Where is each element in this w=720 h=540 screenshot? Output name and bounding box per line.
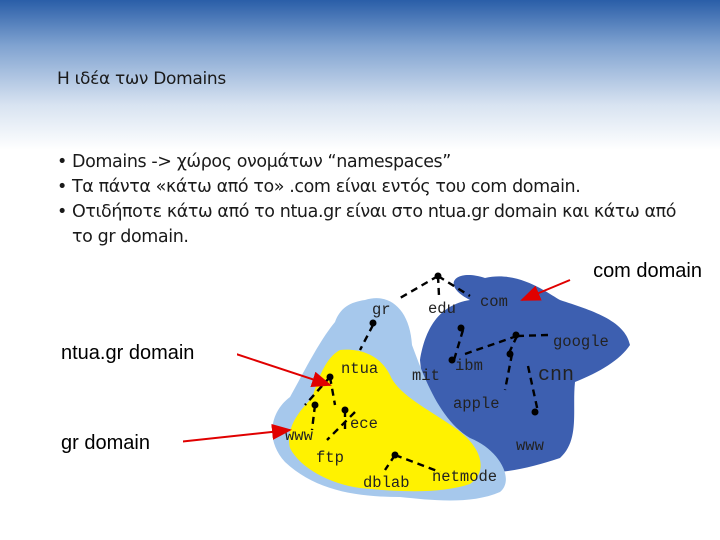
node-label-ece: ece [350, 415, 378, 433]
node-label-mit: mit [412, 367, 440, 385]
node-label-google: google [553, 333, 609, 351]
node-label-ntua: ntua [341, 360, 379, 378]
node-label-gr: gr [372, 301, 391, 319]
node-label-edu: edu [428, 300, 456, 318]
node-label-ibm: ibm [455, 357, 483, 375]
node-label-dblab: dblab [363, 474, 410, 492]
node-label-apple: apple [453, 395, 500, 413]
bullet-item: • Οτιδήποτε κάτω από το ntua.gr είναι στο ntua.gr domain και κάτω από το gr domain. [57, 200, 697, 250]
bullet-item: • Domains -> χώρος ονομάτων “namespaces” [57, 150, 697, 175]
node-label-netmode: netmode [432, 468, 498, 486]
node-label-www-ntua: www [285, 427, 313, 445]
node-label-ftp: ftp [316, 449, 344, 467]
node-label-cnn: cnn [538, 364, 575, 387]
bullet-item: • Τα πάντα «κάτω από το» .com είναι εντός του com domain. [57, 175, 697, 200]
node-label-www-com: www [516, 437, 544, 455]
node-label-com: com [480, 293, 508, 311]
slide-title: Η ιδέα των Domains [57, 69, 226, 89]
com-domain-callout: com domain [593, 260, 702, 282]
ntua-domain-callout: ntua.gr domain [57, 340, 237, 367]
gr-domain-callout: gr domain [57, 430, 183, 457]
